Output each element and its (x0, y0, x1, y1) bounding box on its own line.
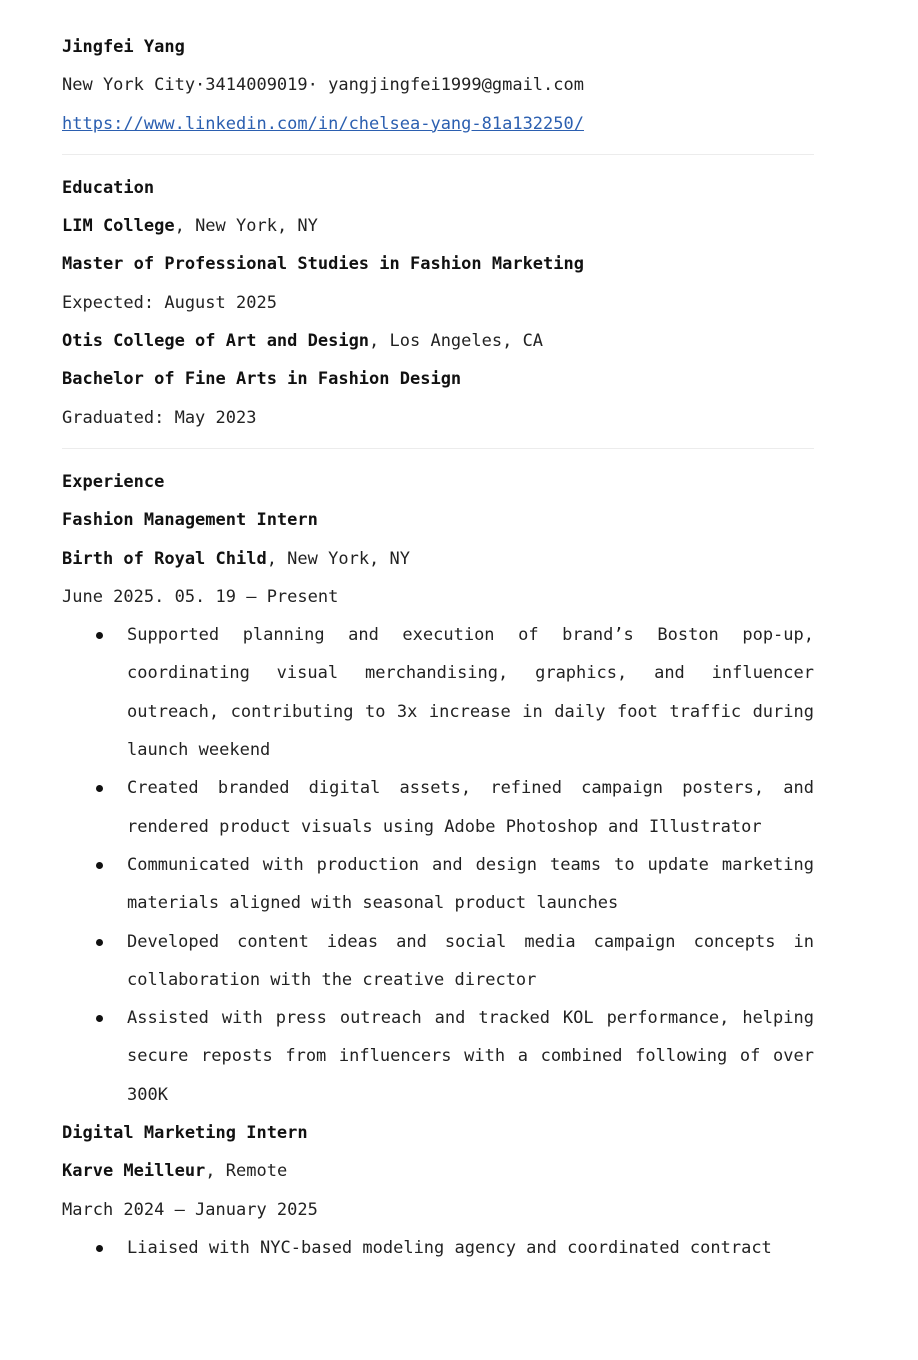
job-title: Digital Marketing Intern (62, 1123, 308, 1144)
bullet-text: Communicated with production and design teams to update marketing materials aligned with seasonal product launches (127, 854, 814, 914)
company-location: , Remote (205, 1161, 288, 1182)
contact-info: New York City·3414009019· yangjingfei1999@gmail.com (62, 75, 584, 96)
bullet-text: Developed content ideas and social media campaign concepts in collaboration with the creative director (127, 931, 814, 990)
list-item (62, 923, 814, 1000)
list-item (62, 769, 814, 846)
school-name: Otis College of Art and Design (62, 331, 370, 352)
bullet-text: Created branded digital assets, refined campaign posters, and rendered product visuals using Adobe Photoshop and Illustrator (127, 778, 814, 837)
education-heading: Education (62, 177, 155, 198)
bullet-icon (96, 1015, 103, 1022)
bullet-text: Supported planning and execution of brand’s Boston pop-up, coordinating visual merchandising, graphics, and influencer outreach, contributing to 3x increase in daily foot traffic during launch weekend (127, 625, 814, 761)
education-entry (62, 322, 814, 437)
job-entry (62, 501, 814, 1114)
company-location: , New York, NY (266, 548, 410, 569)
job-bullets (62, 1229, 814, 1267)
linkedin-link[interactable]: https://www.linkedin.com/in/chelsea-yang-81a132250/ (62, 113, 584, 134)
bullet-icon (96, 632, 103, 639)
experience-heading: Experience (62, 471, 165, 492)
bullet-icon (96, 1245, 103, 1252)
candidate-name: Jingfei Yang (62, 37, 185, 57)
job-entry (62, 1114, 814, 1267)
bullet-icon (96, 939, 103, 946)
section-divider (62, 448, 814, 449)
company-name: Birth of Royal Child (62, 548, 267, 569)
section-divider (62, 154, 814, 155)
school-location: , New York, NY (174, 216, 318, 237)
list-item (62, 999, 814, 1114)
school-location: , Los Angeles, CA (369, 331, 544, 352)
school-name: LIM College (62, 216, 175, 237)
list-item (62, 616, 814, 769)
bullet-icon (96, 862, 103, 869)
job-dates: March 2024 — January 2025 (62, 1199, 318, 1220)
resume-page (62, 28, 814, 1267)
list-item (62, 846, 814, 923)
bullet-text: Assisted with press outreach and tracked KOL performance, helping secure reposts from influencers with a combined following of over 300K (127, 1008, 814, 1105)
degree: Master of Professional Studies in Fashion Marketing (62, 254, 584, 275)
list-item (62, 1229, 814, 1267)
bullet-icon (96, 785, 103, 792)
degree: Bachelor of Fine Arts in Fashion Design (62, 369, 462, 390)
job-dates: June 2025. 05. 19 — Present (62, 586, 339, 607)
job-bullets (62, 616, 814, 1114)
company-name: Karve Meilleur (62, 1161, 206, 1182)
bullet-text: Liaised with NYC-based modeling agency and coordinated contract (127, 1237, 772, 1258)
degree-date: Graduated: May 2023 (62, 407, 257, 428)
education-entry (62, 207, 814, 322)
job-title: Fashion Management Intern (62, 510, 318, 531)
degree-date: Expected: August 2025 (62, 292, 277, 313)
